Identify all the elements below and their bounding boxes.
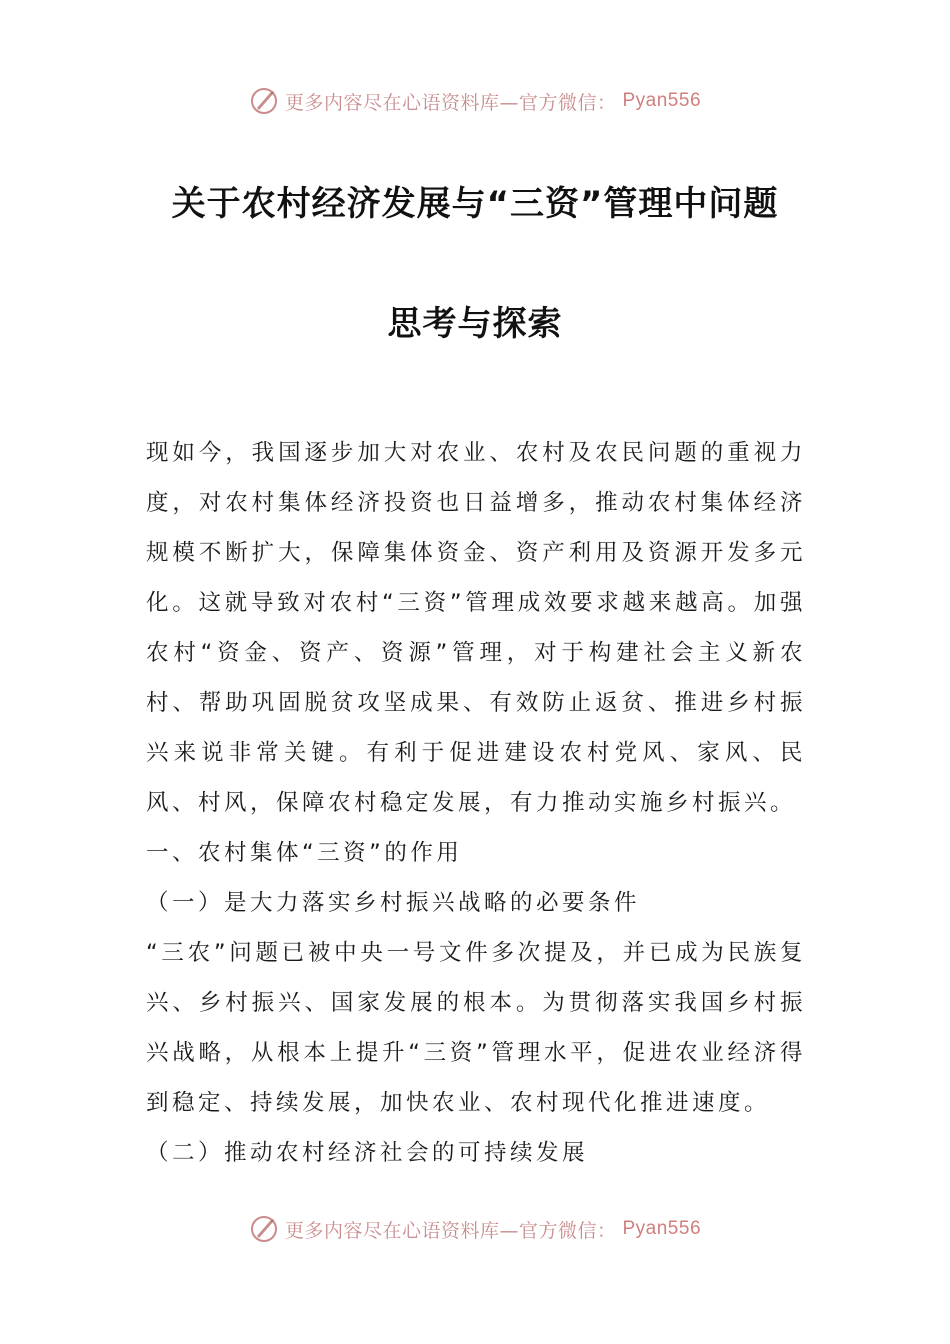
subsection-heading-1: （一）是大力落实乡村振兴战略的必要条件 [146,890,641,916]
watermark-wechat-id: Pyan556 [622,1218,702,1239]
watermark-text: 更多内容尽在心语资料库—官方微信： [284,91,617,114]
document-title-line-2: 思考与探索 [387,304,563,344]
subsection-heading-2: （二）推动农村经济社会的可持续发展 [146,1140,589,1166]
document-title-line-1: 关于农村经济发展与“三资”管理中问题 [171,184,779,224]
document-body [146,428,806,1178]
quill-logo-icon [249,86,279,116]
subsection-paragraph-1: “三农”问题已被中央一号文件多次提及，并已成为民族复兴、乡村振兴、国家发展的根本。为贯彻落实我国乡村振兴战略，从根本上提升“三资”管理水平，促进农业经济得到稳定、持续发展，加快农业、农村现代化推进速度。 [146,940,806,1116]
footer-watermark [0,1214,950,1244]
watermark-wechat-id: Pyan556 [622,90,702,111]
quill-logo-icon [249,1214,279,1244]
intro-paragraph: 现如今，我国逐步加大对农业、农村及农民问题的重视力度，对农村集体经济投资也日益增多，推动农村集体经济规模不断扩大，保障集体资金、资产利用及资源开发多元化。这就导致对农村“三资”管理成效要求越来越高。加强农村“资金、资产、资源”管理，对于构建社会主义新农村、帮助巩固脱贫攻坚成果、有效防止返贫、推进乡村振兴来说非常关键。有利于促进建设农村党风、家风、民风、村风，保障农村稳定发展，有力推动实施乡村振兴。 [146,440,806,816]
section-heading-1: 一、农村集体“三资”的作用 [146,840,463,866]
header-watermark [0,86,950,116]
watermark-text: 更多内容尽在心语资料库—官方微信： [284,1219,617,1242]
